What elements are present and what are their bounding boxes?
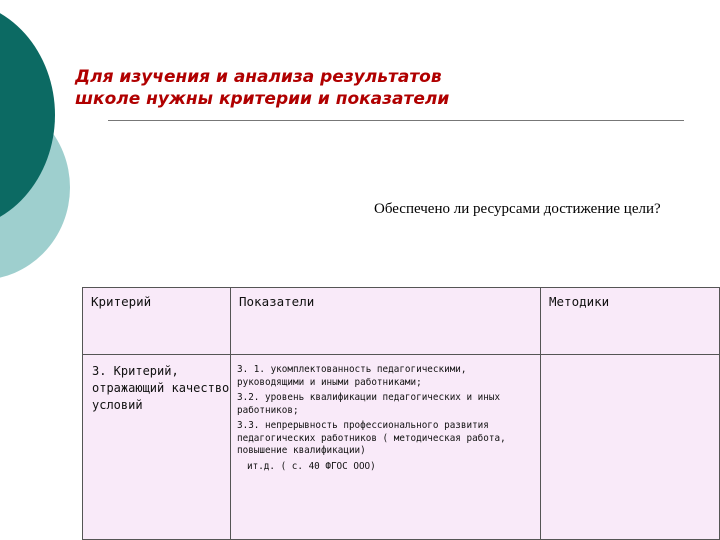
indicator-item: 3.3. непрерывность профессионального развития педагогических работников ( методическая работа, повышение квалификации) [237, 420, 506, 456]
indicator-item: 3. 1. укомплектованность педагогическими, руководящими и иными работниками; [237, 364, 467, 388]
indicator-item: 3.2. уровень квалификации педагогических и иных работников; [237, 392, 501, 416]
indicator-item: ит.д. ( с. 40 ФГОС ООО) [247, 460, 376, 472]
table-header-row [83, 288, 720, 355]
slide-title [75, 66, 635, 110]
slide-title-line-1: Для изучения и анализа результатов [75, 67, 442, 87]
title-divider [108, 120, 684, 121]
indicators-cell [231, 355, 541, 540]
criterion-cell: 3. Критерий, отражающий качество условий [83, 355, 231, 540]
table-row [83, 355, 720, 540]
header-criterion: Критерий [83, 288, 231, 355]
header-indicators: Показатели [231, 288, 541, 355]
slide-title-line-2: школе нужны критерии и показатели [75, 89, 450, 109]
criteria-table [82, 287, 720, 540]
header-methods: Методики [541, 288, 720, 355]
methods-cell [541, 355, 720, 540]
question-text: Обеспечено ли ресурсами достижение цели? [374, 201, 661, 217]
